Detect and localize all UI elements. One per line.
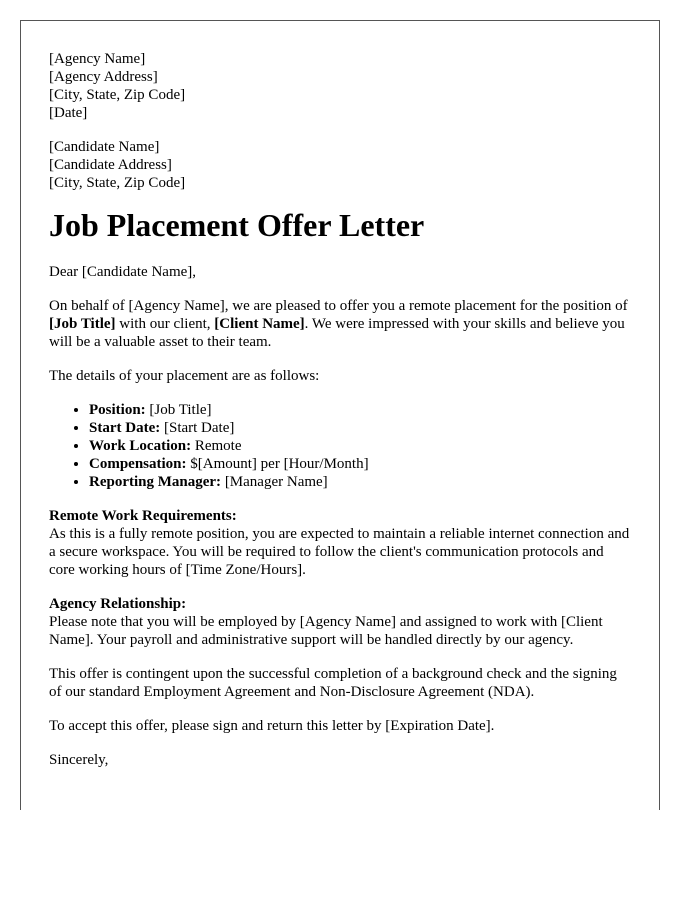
detail-label: Position: <box>89 402 146 418</box>
candidate-address: [Candidate Address] <box>49 157 172 173</box>
agency-relationship-section <box>49 595 631 649</box>
detail-value: Remote <box>191 438 242 454</box>
detail-value: [Manager Name] <box>221 474 328 490</box>
remote-requirements-heading: Remote Work Requirements: <box>49 508 237 524</box>
details-list <box>49 401 631 491</box>
detail-item-work-location <box>89 437 631 455</box>
detail-value: $[Amount] per [Hour/Month] <box>186 456 369 472</box>
acceptance-paragraph: To accept this offer, please sign and return this letter by [Expiration Date]. <box>49 718 495 734</box>
intro-text-3: . We were impressed with your skills and believe you will be a valuable asset to their team. <box>49 316 625 350</box>
letter-title: Job Placement Offer Letter <box>49 207 425 243</box>
intro-job-title: [Job Title] <box>49 316 116 332</box>
agency-address: [Agency Address] <box>49 69 158 85</box>
intro-paragraph <box>49 297 631 351</box>
contingency-paragraph: This offer is contingent upon the successful completion of a background check and the signing of our standard Employment Agreement and Non-Disclosure Agreement (NDA). <box>49 666 617 700</box>
letter-page <box>20 20 660 810</box>
detail-item-start-date <box>89 419 631 437</box>
candidate-address-block <box>49 138 631 192</box>
agency-relationship-text: Please note that you will be employed by [Agency Name] and assigned to work with [Client Name]. Your payroll and administrative support will be handled directly by our agency. <box>49 614 603 648</box>
detail-value: [Start Date] <box>160 420 235 436</box>
details-intro: The details of your placement are as follows: <box>49 368 320 384</box>
detail-label: Reporting Manager: <box>89 474 222 490</box>
agency-relationship-heading: Agency Relationship: <box>49 596 187 612</box>
agency-name: [Agency Name] <box>49 51 146 67</box>
detail-label: Work Location: <box>89 438 192 454</box>
detail-item-compensation <box>89 455 631 473</box>
detail-item-reporting-manager <box>89 473 631 491</box>
closing: Sincerely, <box>49 752 109 768</box>
detail-label: Start Date: <box>89 420 161 436</box>
salutation: Dear [Candidate Name], <box>49 264 197 280</box>
remote-requirements-text: As this is a fully remote position, you are expected to maintain a reliable internet connection and a secure workspace. You will be required to follow the client's communication protocols and core working hours of [Time Zone/Hours]. <box>49 526 630 578</box>
remote-requirements-section <box>49 507 631 579</box>
candidate-city: [City, State, Zip Code] <box>49 175 186 191</box>
candidate-name: [Candidate Name] <box>49 139 160 155</box>
agency-address-block <box>49 50 631 122</box>
intro-text-2: with our client, <box>115 316 215 332</box>
letter-date: [Date] <box>49 105 88 121</box>
agency-city: [City, State, Zip Code] <box>49 87 186 103</box>
intro-text-1: On behalf of [Agency Name], we are pleased to offer you a remote placement for the position of <box>49 298 628 314</box>
detail-label: Compensation: <box>89 456 187 472</box>
detail-item-position <box>89 401 631 419</box>
detail-value: [Job Title] <box>145 402 212 418</box>
intro-client-name: [Client Name] <box>214 316 305 332</box>
